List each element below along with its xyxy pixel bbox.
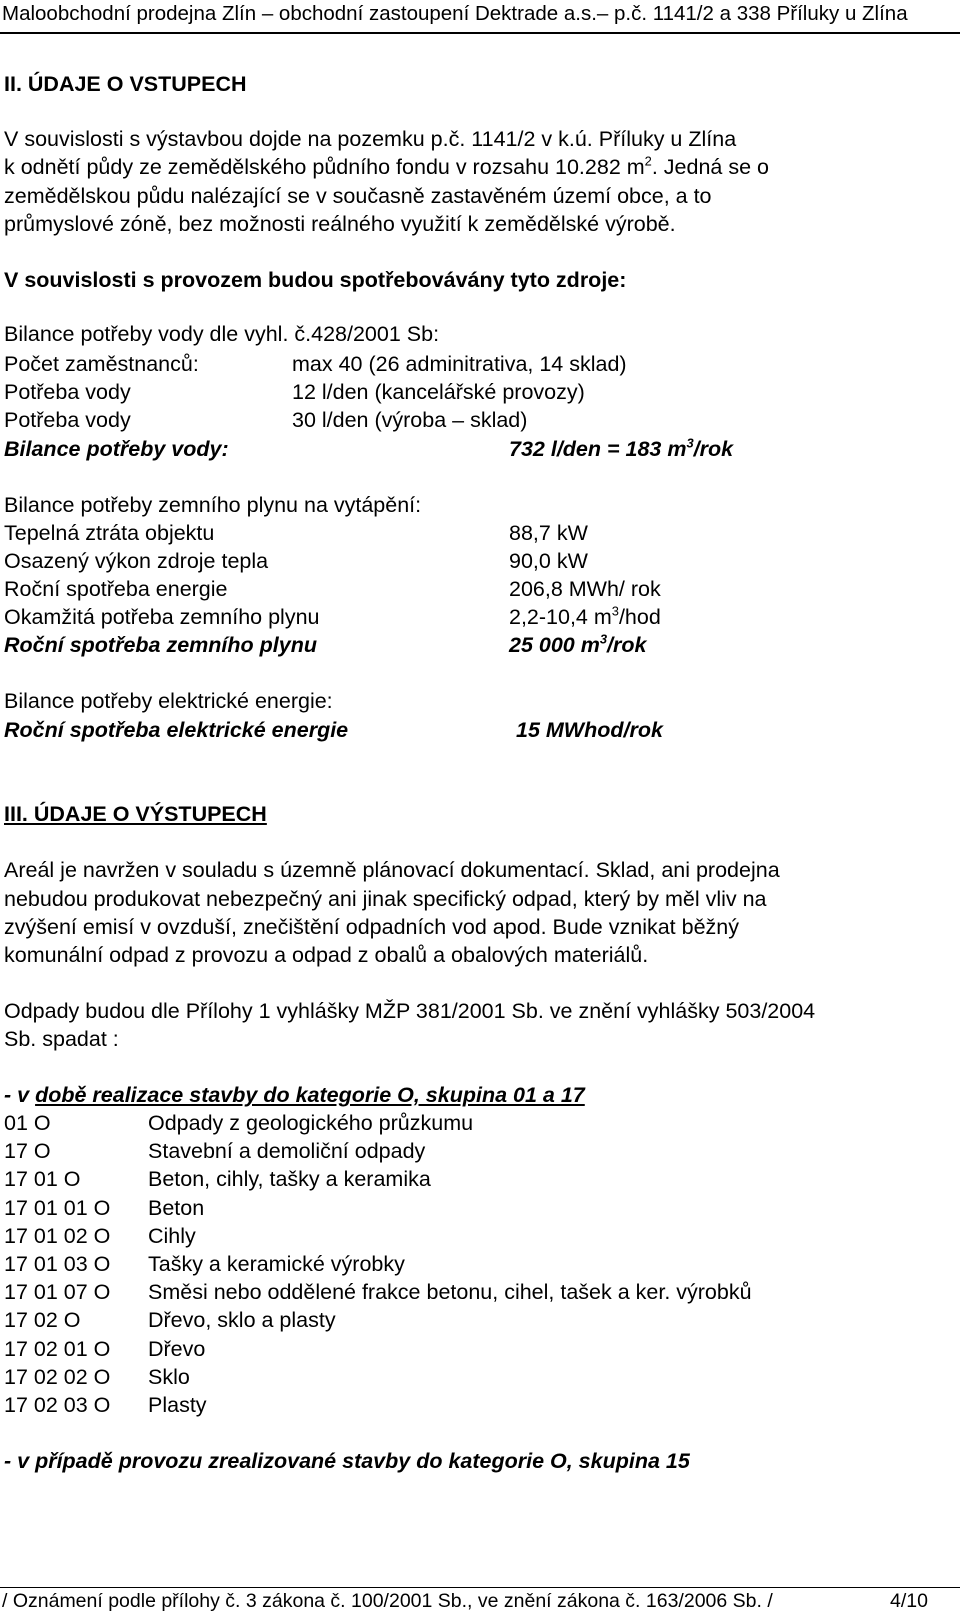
waste-description: Cihly [148, 1223, 196, 1248]
output-para-line: nebudou produkovat nebezpečný ani jinak specifický odpad, který by měl vliv na [4, 887, 767, 911]
gas-total-value: 25 000 $m^3$/rok [509, 631, 647, 657]
waste-description: Stavební a demoliční odpady [148, 1139, 426, 1164]
construction-waste-heading: - v době realizace stavby do kategorie O, skupina 01 a 17 [4, 1083, 585, 1107]
electricity-total-label: Roční spotřeba elektrické energie [4, 718, 349, 742]
waste-para-line: Odpady budou dle Přílohy 1 vyhlášky MŽP 381/2001 Sb. ve znění vyhlášky 503/2004 [4, 999, 816, 1023]
water-row-value: 12 l/den (kancelářské provozy) [292, 380, 585, 404]
output-para-line: komunální odpad z provozu a odpad z obalů a obalových materiálů. [4, 943, 649, 967]
footer-page-number: 4/10 [890, 1590, 928, 1612]
gas-row-label: Roční spotřeba energie [4, 577, 228, 601]
electricity-balance-title: Bilance potřeby elektrické energie: [4, 689, 333, 713]
waste-description: Dřevo [148, 1336, 206, 1361]
waste-description: Směsi nebo oddělené frakce betonu, cihel, tašek a ker. výrobků [148, 1280, 752, 1305]
gas-instant-value: 2,2-10,4 $m^3$/hod [509, 603, 661, 629]
electricity-total-value: 15 MWhod/rok [516, 718, 663, 742]
waste-description: Plasty [148, 1393, 207, 1417]
section-2-heading: II. ÚDAJE O VSTUPECH [4, 72, 247, 96]
waste-description: Beton [148, 1195, 205, 1220]
waste-code: 17 01 07 O [4, 1280, 111, 1305]
intro-line-3: zemědělskou půdu nalézající se v současně zastavěném území obce, a to [4, 184, 712, 208]
resources-heading: V souvislosti s provozem budou spotřebovávány tyto zdroje: [4, 268, 627, 292]
gas-row-value: 90,0 kW [509, 549, 588, 573]
operation-waste-heading: - v případě provozu zrealizované stavby do kategorie O, skupina 15 [4, 1449, 690, 1473]
waste-description: Tašky a keramické výrobky [148, 1252, 405, 1276]
water-row-label: Potřeba vody [4, 408, 131, 432]
waste-code: 17 02 02 O [4, 1364, 111, 1389]
gas-row-label: Osazený výkon zdroje tepla [4, 549, 269, 573]
waste-code: 17 01 01 O [4, 1195, 111, 1220]
waste-description: Sklo [148, 1364, 190, 1389]
waste-code: 17 01 02 O [4, 1223, 111, 1248]
footer-divider [0, 1587, 960, 1588]
output-para-line: zvýšení emisí v ovzduší, znečištění odpadních vod apod. Bude vznikat běžný [4, 915, 739, 939]
gas-instant-label: Okamžitá potřeba zemního plynu [4, 605, 320, 629]
water-total-value: 732 l/den = 183 $m^3$/rok [509, 435, 734, 461]
header-divider [0, 32, 960, 34]
intro-line-2: k odnětí půdy ze zemědělského půdního fondu v rozsahu 10.282 $m^2$. Jedná se o [4, 153, 769, 179]
output-para-line: Areál je navržen v souladu s územně plánovací dokumentací. Sklad, ani prodejna [4, 858, 780, 882]
waste-description: Beton, cihly, tašky a keramika [148, 1167, 431, 1192]
water-row-value: max 40 (26 adminitrativa, 14 sklad) [292, 352, 627, 376]
water-row-value: 30 l/den (výroba – sklad) [292, 408, 528, 432]
waste-description: Dřevo, sklo a plasty [148, 1308, 336, 1333]
water-row-label: Počet zaměstnanců: [4, 352, 199, 376]
water-total-label: Bilance potřeby vody: [4, 437, 229, 461]
water-row-label: Potřeba vody [4, 380, 131, 404]
waste-para-line: Sb. spadat : [4, 1027, 119, 1051]
waste-code: 17 02 01 O [4, 1336, 111, 1361]
gas-total-label: Roční spotřeba zemního plynu [4, 633, 317, 657]
gas-balance-title: Bilance potřeby zemního plynu na vytápění: [4, 493, 422, 517]
waste-code: 01 O [4, 1111, 51, 1135]
gas-row-value: 88,7 kW [509, 521, 588, 545]
gas-row-value: 206,8 MWh/ rok [509, 577, 661, 601]
waste-code: 17 O [4, 1139, 51, 1164]
footer-law-reference: / Oznámení podle přílohy č. 3 zákona č. 100/2001 Sb., ve znění zákona č. 163/2006 Sb. / [2, 1590, 773, 1612]
waste-code: 17 01 O [4, 1167, 81, 1192]
water-balance-title: Bilance potřeby vody dle vyhl. č.428/2001 Sb: [4, 322, 440, 346]
section-3-heading: III. ÚDAJE O VÝSTUPECH [4, 802, 267, 826]
intro-line-1: V souvislosti s výstavbou dojde na pozemku p.č. 1141/2 v k.ú. Příluky u Zlína [4, 127, 737, 151]
waste-code: 17 02 03 O [4, 1393, 111, 1417]
waste-description: Odpady z geologického průzkumu [148, 1111, 474, 1135]
waste-code: 17 01 03 O [4, 1252, 111, 1276]
page-header-title: Maloobchodní prodejna Zlín – obchodní zastoupení Dektrade a.s.– p.č. 1141/2 a 338 Příluky u Zlína [2, 2, 908, 25]
intro-line-4: průmyslové zóně, bez možnosti reálného využití k zemědělské výrobě. [4, 212, 676, 236]
gas-row-label: Tepelná ztráta objektu [4, 521, 215, 545]
waste-code: 17 02 O [4, 1308, 81, 1333]
